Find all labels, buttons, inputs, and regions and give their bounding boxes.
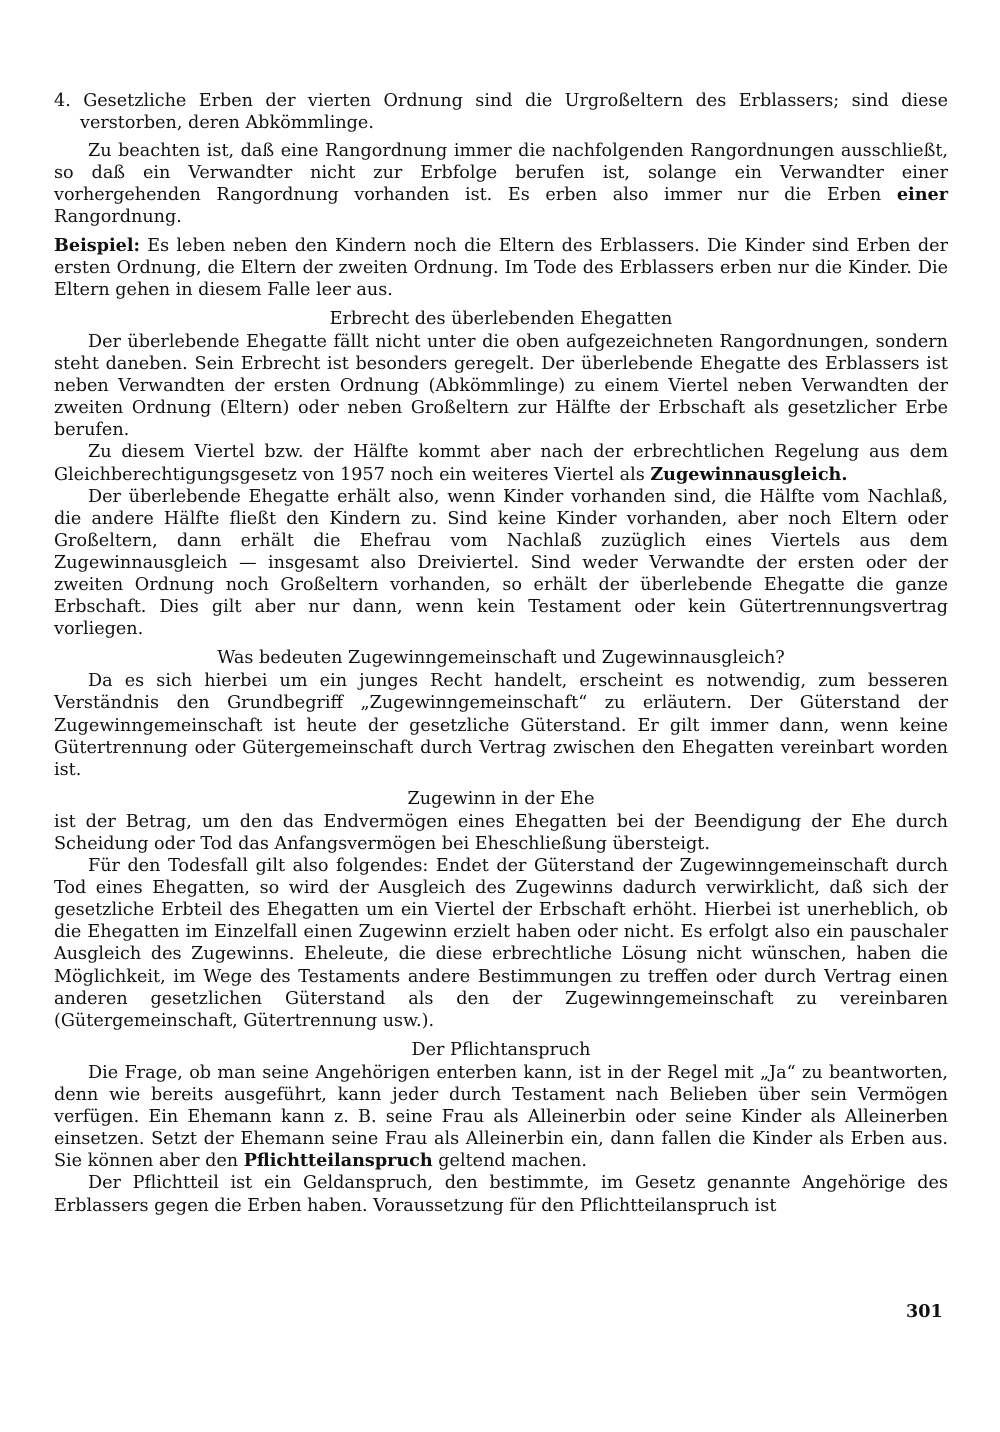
emphasis-text: Pflichtteilanspruch — [243, 1150, 433, 1172]
section-heading-pflichtanspruch: Der Pflichtanspruch — [411, 1039, 591, 1060]
example-label: Beispiel: — [54, 234, 141, 256]
paragraph-text: Zu diesem Viertel bzw. der Hälfte kommt aber nach der erbrechtlichen Regelung aus dem Gleichberechtigungsgesetz von 1957 noch ein weiteres Viertel als — [54, 442, 948, 485]
paragraph-text: geltend machen. — [432, 1151, 587, 1172]
list-item-text: Gesetzliche Erben der vierten Ordnung sind die Urgroßeltern des Erblassers; sind diese verstorben, deren Abkömmlinge. — [80, 91, 948, 134]
paragraph: Der Pflichtteil ist ein Geldanspruch, den bestimmte, im Gesetz genannte Angehörige des Erblassers gegen die Erben haben. Voraussetzung für den Pflichtteilanspruch ist — [54, 1173, 948, 1216]
list-item-number: 4. — [54, 91, 71, 111]
example-paragraph — [54, 235, 948, 301]
paragraph: Der überlebende Ehegatte fällt nicht unter die oben aufgezeichneten Rangordnungen, sondern steht daneben. Sein Erbrecht ist besonders geregelt. Der überlebende Ehegatte des Erblassers ist neben Verwandten der ersten Ordnung (Abkömmlinge) zu einem Viertel neben Verwandten der zweiten Ordnung (Eltern) oder neben Großeltern zur Hälfte der Erbschaft als gesetzlicher Erbe berufen. — [54, 331, 948, 441]
emphasis-text: einer — [896, 184, 948, 206]
page-number: 301 — [906, 1301, 943, 1322]
section-heading-zugewinn: Zugewinn in der Ehe — [407, 788, 595, 809]
paragraph: Für den Todesfall gilt also folgendes: Endet der Güterstand der Zugewinngemeinschaft durch Tod eines Ehegatten, so wird der Ausgleich des Zugewinns dadurch verwirklicht, daß sich der gesetzliche Erbteil des Ehegatten um ein Viertel der Erbschaft erhöht. Hierbei ist unerheblich, ob die Ehegatten im Einzelfall einen Zugewinn erzielt haben oder nicht. Es erfolgt also ein pauschaler Ausgleich des Zugewinns. Eheleute, die diese erbrechtliche Lösung nicht wünschen, haben die Möglichkeit, im Wege des Testaments andere Bestimmungen zu treffen oder durch Vertrag einen anderen gesetzlichen Güterstand als den der Zugewinngemeinschaft zu vereinbaren (Gütergemeinschaft, Gütertrennung usw.). — [54, 856, 948, 1031]
paragraph: ist der Betrag, um den das Endvermögen eines Ehegatten bei der Beendigung der Ehe durch Scheidung oder Tod das Anfangsvermögen bei Eheschließung übersteigt. — [54, 811, 948, 854]
section-heading-zugewinngemeinschaft: Was bedeuten Zugewinngemeinschaft und Zugewinnausgleich? — [217, 648, 785, 669]
paragraph — [54, 441, 948, 485]
paragraph: Da es sich hierbei um ein junges Recht handelt, erscheint es notwendig, zum besseren Verständnis den Grundbegriff „Zugewinngemeinschaft“ zu erläutern. Der Güterstand der Zugewinngemeinschaft ist heute der gesetzliche Güterstand. Er gilt immer dann, wenn keine Gütertrennung oder Gütergemeinschaft durch Vertrag zwischen den Ehegatten vereinbart worden ist. — [54, 671, 948, 780]
page-body — [54, 90, 948, 1217]
rangordnung-paragraph — [54, 140, 948, 228]
paragraph: Der überlebende Ehegatte erhält also, wenn Kinder vorhanden sind, die Hälfte vom Nachlaß, die andere Hälfte fließt den Kindern zu. Sind keine Kinder vorhanden, aber noch Eltern oder Großeltern, dann erhält die Ehefrau vom Nachlaß zuzüglich eines Viertels aus dem Zugewinnausgleich — insgesamt also Dreiviertel. Sind weder Verwandte der ersten oder der zweiten Ordnung noch Großeltern vorhanden, so erhält der überlebende Ehegatte die ganze Erbschaft. Dies gilt aber nur dann, wenn kein Testament oder kein Gütertrennungsvertrag vorliegen. — [54, 486, 948, 640]
emphasis-text: Zugewinnausgleich. — [650, 463, 848, 485]
section-heading-erbrecht: Erbrecht des überlebenden Ehegatten — [329, 308, 673, 329]
paragraph-text: Es leben neben den Kindern noch die Eltern des Erblassers. Die Kinder sind Erben der ersten Ordnung, die Eltern der zweiten Ordnung. Im Tode des Erblassers erben nur die Kinder. Die Eltern gehen in diesem Falle leer aus. — [54, 235, 948, 300]
paragraph-text: Die Frage, ob man seine Angehörigen enterben kann, ist in der Regel mit „Ja“ zu beantworten, denn wie bereits ausgeführt, kann jeder durch Testament nach Belieben über sein Vermögen verfügen. Ein Ehemann kann z. B. seine Frau als Alleinerbin oder seine Kinder als Alleinerben einsetzen. Setzt der Ehemann seine Frau als Alleinerbin ein, dann fallen die Kinder als Erben aus. Sie können aber den — [54, 1062, 948, 1172]
paragraph-text: Zu beachten ist, daß eine Rangordnung immer die nachfolgenden Rangordnungen ausschließt, so daß ein Verwandter nicht zur Erbfolge berufen ist, solange ein Verwandter einer vorhergehenden Rangordnung vorhanden ist. Es erben also immer nur die Erben — [54, 141, 948, 206]
list-item-4 — [54, 90, 948, 134]
paragraph-text: Rangordnung. — [54, 207, 182, 228]
paragraph — [54, 1062, 948, 1172]
